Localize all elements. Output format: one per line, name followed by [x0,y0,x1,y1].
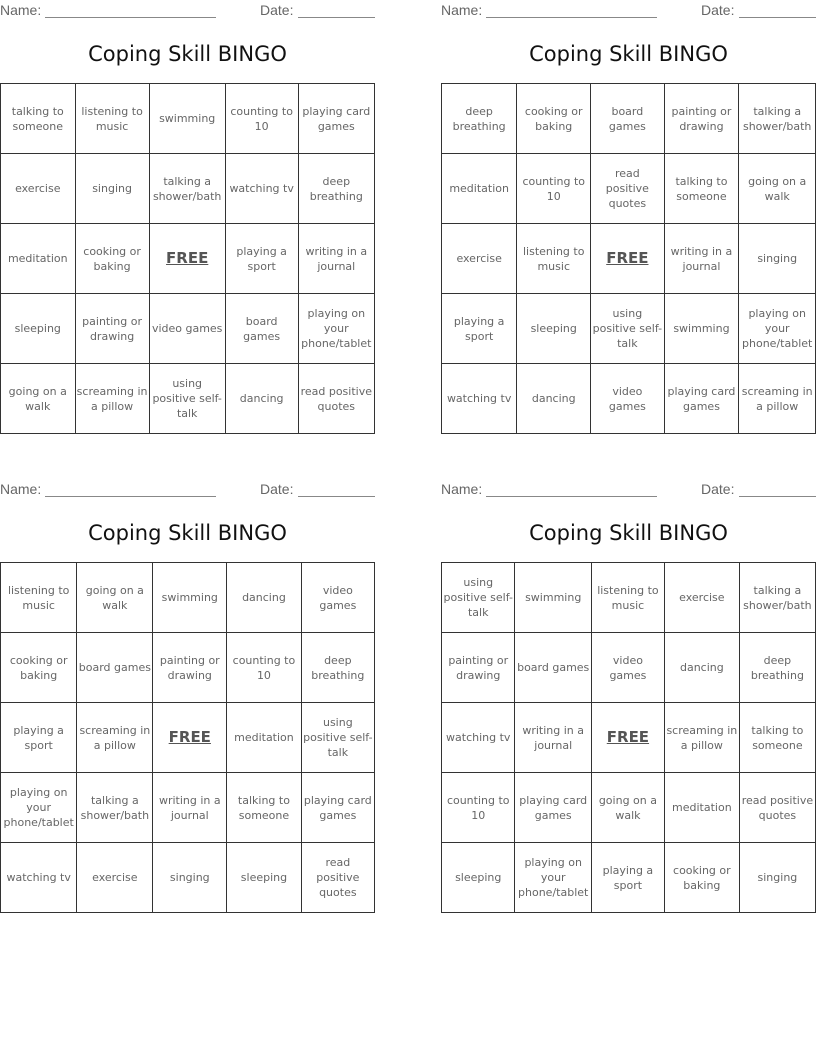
bingo-cell: playing a sport [442,294,517,364]
bingo-cell: read positive quotes [301,843,374,913]
card-header [0,479,375,501]
bingo-cell: swimming [149,84,225,154]
bingo-cell: writing in a journal [515,703,591,773]
bingo-cell: watching tv [442,703,515,773]
bingo-cell: listening to music [517,224,591,294]
bingo-cell: writing in a journal [298,224,374,294]
card-header [441,479,816,501]
card-title: Coping Skill BINGO [529,521,728,545]
name-field[interactable] [45,17,216,18]
bingo-cell: cooking or baking [1,633,77,703]
bingo-cell: listening to music [75,84,149,154]
bingo-cell: screaming in a pillow [739,364,816,434]
card-title: Coping Skill BINGO [88,42,287,66]
card-title: Coping Skill BINGO [88,521,287,545]
name-field[interactable] [45,496,216,497]
bingo-cell: dancing [225,364,298,434]
bingo-cell: cooking or baking [664,843,739,913]
bingo-cell: sleeping [227,843,301,913]
name-field[interactable] [486,496,657,497]
bingo-cell: dancing [517,364,591,434]
bingo-grid [0,83,375,434]
bingo-cell: playing a sport [225,224,298,294]
date-label: Date: [260,481,294,497]
name-label: Name: [441,2,483,18]
bingo-cell: playing a sport [591,843,664,913]
date-field[interactable] [739,496,816,497]
bingo-cell: video games [591,633,664,703]
date-label: Date: [260,2,294,18]
bingo-cell: dancing [664,633,739,703]
bingo-cell: read positive quotes [298,364,374,434]
bingo-cell: using positive self-talk [442,563,515,633]
bingo-cell: painting or drawing [75,294,149,364]
date-field[interactable] [298,17,375,18]
bingo-cell: painting or drawing [153,633,227,703]
date-field[interactable] [739,17,816,18]
bingo-card-3 [0,479,375,914]
bingo-cell: singing [739,843,815,913]
bingo-cell: meditation [442,154,517,224]
bingo-cell: playing on your phone/tablet [515,843,591,913]
date-label: Date: [701,2,735,18]
bingo-cell: cooking or baking [75,224,149,294]
bingo-cell: counting to 10 [227,633,301,703]
free-space-cell: FREE [153,703,227,773]
bingo-cell: writing in a journal [153,773,227,843]
bingo-cell: cooking or baking [517,84,591,154]
bingo-cell: playing card games [664,364,739,434]
bingo-card-4 [441,479,816,914]
bingo-cell: sleeping [1,294,76,364]
free-space-cell: FREE [591,703,664,773]
bingo-cell: exercise [1,154,76,224]
bingo-cell: screaming in a pillow [77,703,153,773]
bingo-grid [441,83,816,434]
bingo-cell: playing card games [301,773,374,843]
bingo-cell: playing card games [515,773,591,843]
bingo-cell: counting to 10 [442,773,515,843]
card-header [441,0,816,22]
bingo-cell: deep breathing [739,633,815,703]
bingo-cell: deep breathing [301,633,374,703]
name-label: Name: [0,481,42,497]
bingo-cell: video games [591,364,664,434]
bingo-cell: playing on your phone/tablet [739,294,816,364]
bingo-card-1 [0,0,375,435]
bingo-cell: dancing [227,563,301,633]
bingo-cell: playing on your phone/tablet [1,773,77,843]
name-label: Name: [0,2,42,18]
bingo-cell: watching tv [442,364,517,434]
bingo-cell: video games [301,563,374,633]
free-space-cell: FREE [149,224,225,294]
bingo-cell: video games [149,294,225,364]
bingo-cell: read positive quotes [591,154,664,224]
date-label: Date: [701,481,735,497]
bingo-cell: sleeping [517,294,591,364]
bingo-cell: board games [591,84,664,154]
bingo-cell: board games [77,633,153,703]
bingo-cell: going on a walk [591,773,664,843]
bingo-cell: sleeping [442,843,515,913]
bingo-cell: going on a walk [77,563,153,633]
bingo-cell: watching tv [225,154,298,224]
bingo-cell: singing [739,224,816,294]
bingo-cell: using positive self-talk [301,703,374,773]
bingo-cell: swimming [153,563,227,633]
bingo-cell: singing [153,843,227,913]
bingo-cell: exercise [664,563,739,633]
bingo-cell: talking to someone [227,773,301,843]
card-header [0,0,375,22]
bingo-cell: talking a shower/bath [739,563,815,633]
bingo-cell: board games [225,294,298,364]
bingo-cell: talking a shower/bath [77,773,153,843]
bingo-cell: playing on your phone/tablet [298,294,374,364]
bingo-cell: watching tv [1,843,77,913]
bingo-grid [0,562,375,913]
bingo-cell: screaming in a pillow [75,364,149,434]
bingo-cell: swimming [664,294,739,364]
free-space-cell: FREE [591,224,664,294]
bingo-cell: talking a shower/bath [149,154,225,224]
bingo-cell: meditation [1,224,76,294]
bingo-grid [441,562,816,913]
bingo-cell: exercise [442,224,517,294]
bingo-cell: writing in a journal [664,224,739,294]
bingo-cell: listening to music [591,563,664,633]
bingo-cell: using positive self-talk [591,294,664,364]
bingo-cell: playing a sport [1,703,77,773]
date-field[interactable] [298,496,375,497]
bingo-cell: going on a walk [1,364,76,434]
bingo-cell: singing [75,154,149,224]
bingo-cell: deep breathing [298,154,374,224]
bingo-cell: board games [515,633,591,703]
bingo-cell: using positive self-talk [149,364,225,434]
bingo-cell: talking a shower/bath [739,84,816,154]
bingo-cell: playing card games [298,84,374,154]
bingo-cell: meditation [664,773,739,843]
bingo-cell: going on a walk [739,154,816,224]
name-label: Name: [441,481,483,497]
bingo-cell: meditation [227,703,301,773]
card-title: Coping Skill BINGO [529,42,728,66]
bingo-cell: counting to 10 [517,154,591,224]
bingo-cell: painting or drawing [442,633,515,703]
name-field[interactable] [486,17,657,18]
bingo-cell: talking to someone [664,154,739,224]
bingo-cell: swimming [515,563,591,633]
bingo-cell: screaming in a pillow [664,703,739,773]
bingo-cell: painting or drawing [664,84,739,154]
bingo-cell: talking to someone [739,703,815,773]
bingo-cell: read positive quotes [739,773,815,843]
bingo-cell: counting to 10 [225,84,298,154]
bingo-cell: listening to music [1,563,77,633]
bingo-cell: deep breathing [442,84,517,154]
bingo-cell: exercise [77,843,153,913]
bingo-card-2 [441,0,816,435]
bingo-cell: talking to someone [1,84,76,154]
